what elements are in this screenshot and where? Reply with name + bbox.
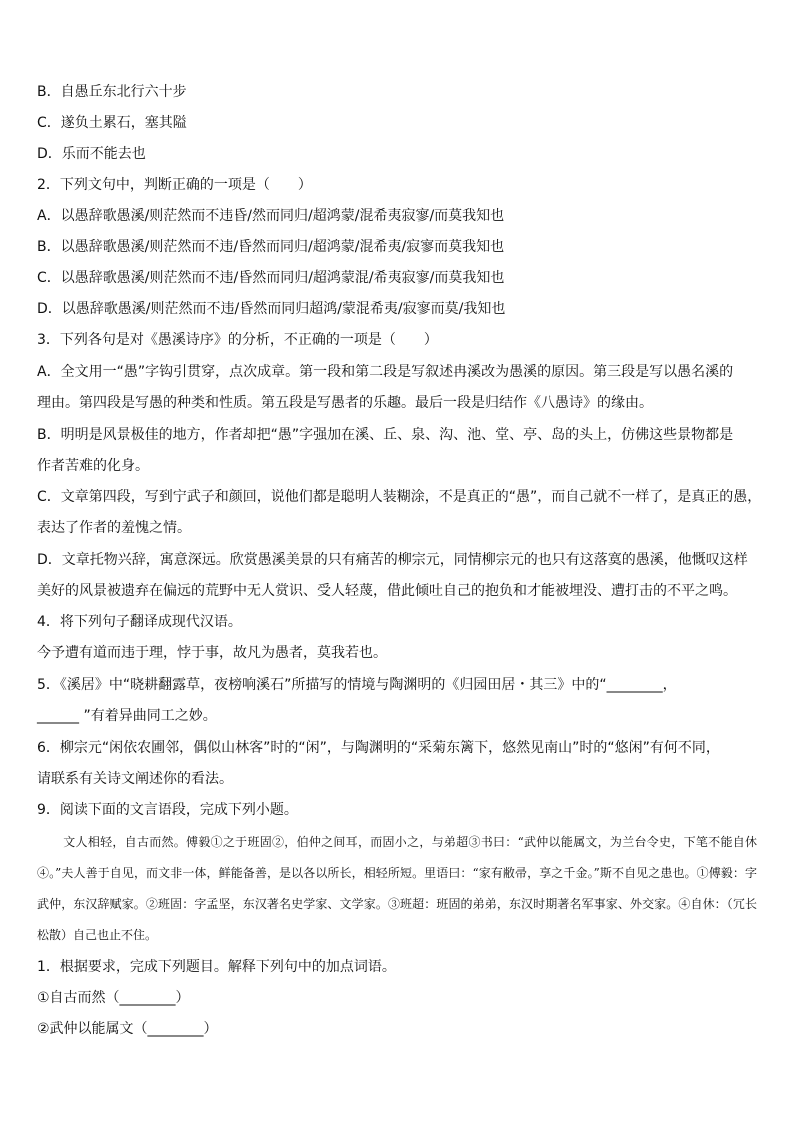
passage-text: 文人相轻，自古而然。傅毅①之于班固②，伯仲之间耳，而固小之，与弟超③书曰：“武仲以能属文，为兰台令史，下笔不能自休④。”夫人善于自见，而文非一体，鲜能备善，是以各以所长，相轻所短。里语曰：“家有敝帚，享之千金。”斯不自见之患也。①傅毅：字武仲，东汉辞赋家。②班固：字孟坚，东汉著名史学家、文学家。③班超：班固的弟弟，东汉时期著名军事家、外交家。④自休：（冗长松散）自己也止不住。: [37, 835, 757, 942]
sub-item-1-text: ①自古而然（________）: [37, 990, 190, 1006]
q3-option-c-continued: 表达了作者的羞愧之情。: [37, 520, 191, 536]
q2-option-a-text: A．以愚辞歌愚溪/则茫然而不违昏/然而同归/超鸿蒙/混希夷寂寥/而莫我知也: [37, 208, 505, 224]
sub-item-2-text: ②武仲以能属文（________）: [37, 1021, 218, 1037]
question-3-text: 3．下列各句是对《愚溪诗序》的分析，不正确的一项是（ ）: [37, 332, 438, 348]
q3-option-b-continued: 作者苦难的化身。: [37, 458, 149, 474]
option-c-text: C．遂负土累石，塞其隘: [37, 115, 187, 131]
q3-option-c-text: C．文章第四段，写到宁武子和颜回，说他们都是聪明人装糊涂，不是真正的“愚”，而自己就不一样了，是真正的愚，: [37, 489, 762, 505]
q2-option-c-text: C．以愚辞歌愚溪/则茫然而不违/昏然而同归/超鸿蒙混/希夷寂寥/而莫我知也: [37, 270, 505, 286]
q2-option-d-text: D．以愚辞歌愚溪/则茫然而不违/昏然而同归超鸿/蒙混希夷/寂寥而莫/我知也: [37, 301, 506, 317]
q3-option-d-continued: 美好的风景被遗弃在偏远的荒野中无人赏识、受人轻蔑，借此倾吐自己的抱负和才能被埋没、遭打击的不平之鸣。: [37, 583, 737, 599]
sub-question-1-text: 1．根据要求，完成下列题目。解释下列句中的加点词语。: [37, 959, 396, 975]
q3-option-b-text: B．明明是风景极佳的地方，作者却把“愚”字强加在溪、丘、泉、沟、池、堂、亭、岛的头上，仿佛这些景物都是: [37, 427, 734, 443]
option-b-text: B．自愚丘东北行六十步: [37, 84, 187, 100]
question-5-text: 5．《溪居》中“晓耕翻露草，夜榜响溪石”所描写的情境与陶渊明的《归园田居・其三》中的“________，: [37, 677, 677, 693]
q4-sentence-text: 今予遭有道而违于理，悖于事，故凡为愚者，莫我若也。: [37, 645, 387, 661]
q3-option-d-text: D．文章托物兴辞，寓意深远。欣赏愚溪美景的只有痛苦的柳宗元，同情柳宗元的也只有这落寞的愚溪，他慨叹这样: [37, 552, 748, 568]
q2-option-b-text: B．以愚辞歌愚溪/则茫然而不违/昏然而同归/超鸿蒙/混希夷/寂寥而莫我知也: [37, 239, 505, 255]
question-9-text: 9．阅读下面的文言语段，完成下列小题。: [37, 802, 298, 818]
question-4-text: 4．将下列句子翻译成现代汉语。: [37, 614, 242, 630]
q3-option-a-text: A．全文用一“愚”字钩引贯穿，点次成章。第一段和第二段是写叙述冉溪改为愚溪的原因。第三段是写以愚名溪的: [37, 364, 734, 380]
classical-passage: [37, 827, 757, 951]
question-2-text: 2．下列文句中，判断正确的一项是（ ）: [37, 177, 312, 193]
question-6-continued: 请联系有关诗文阐述你的看法。: [37, 771, 233, 787]
question-5-continued: ______ ”有着异曲同工之妙。: [37, 708, 217, 724]
option-d-text: D．乐而不能去也: [37, 146, 146, 162]
question-6-text: 6．柳宗元“闲依农圃邻，偶似山林客”时的“闲”，与陶渊明的“采菊东篱下，悠然见南山”时的“悠闲”有何不同，: [37, 740, 720, 756]
q3-option-a-continued: 理由。第四段是写愚的种类和性质。第五段是写愚者的乐趣。最后一段是归结作《八愚诗》的缘由。: [37, 395, 653, 411]
